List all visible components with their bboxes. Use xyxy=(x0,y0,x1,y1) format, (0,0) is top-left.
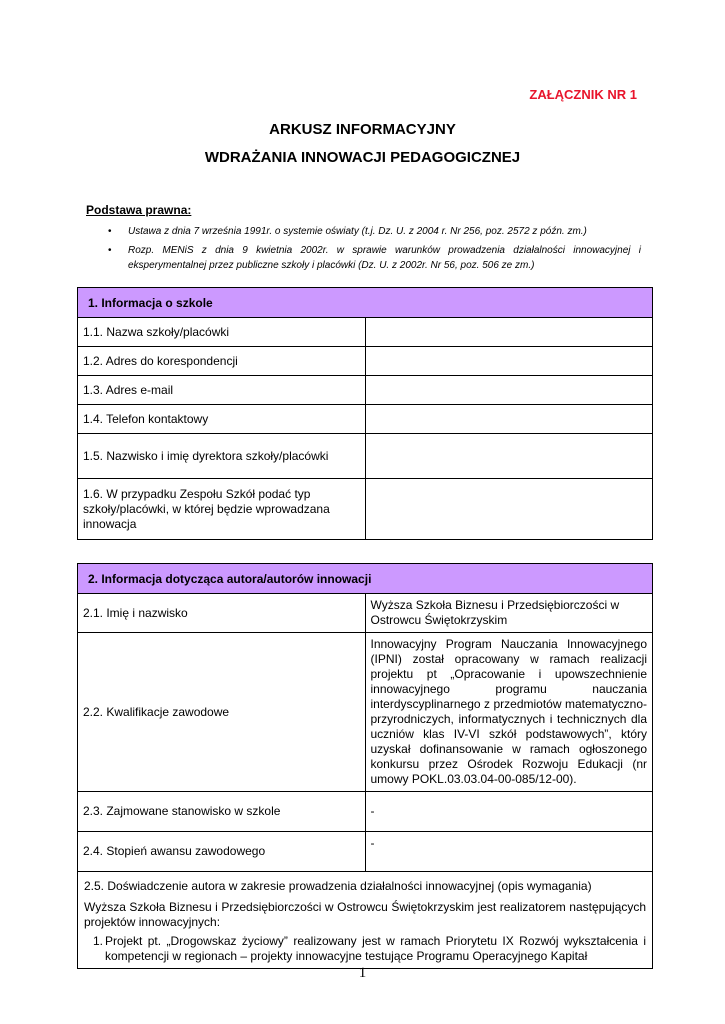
section-header: 2. Informacja dotycząca autora/autorów innowacji xyxy=(78,564,653,594)
field-label: 1.6. W przypadku Zespołu Szkół podać typ szkoły/placówki, w której będzie wprowadzana innowacja xyxy=(78,479,366,540)
list-number: 1. xyxy=(93,934,104,948)
email-field[interactable] xyxy=(365,376,653,405)
legal-basis-item xyxy=(108,243,641,273)
field-label: 1.5. Nazwisko i imię dyrektora szkoły/placówki xyxy=(78,434,366,479)
experience-heading: 2.5. Doświadczenie autora w zakresie prowadzenia działalności innowacyjnej (opis wymagania) xyxy=(84,879,592,893)
project-text: Projekt pt. „Drogowskaz życiowy” realizowany jest w ramach Priorytetu IX Rozwój wykształcenia i kompetencji w regionach – projekty innowacyjne testujące Programu Operacyjnego Kapitał xyxy=(105,934,646,963)
project-list xyxy=(84,934,646,964)
experience-cell[interactable] xyxy=(78,872,653,969)
school-info-table xyxy=(77,287,653,540)
promotion-level-field[interactable]: - xyxy=(365,832,653,872)
school-name-field[interactable] xyxy=(365,318,653,347)
field-label: 1.3. Adres e-mail xyxy=(78,376,366,405)
phone-field[interactable] xyxy=(365,405,653,434)
legal-basis-text: Ustawa z dnia 7 września 1991r. o systemie oświaty (t.j. Dz. U. z 2004 r. Nr 256, poz. 2572 z późn. zm.) xyxy=(128,226,587,237)
director-name-field[interactable] xyxy=(365,434,653,479)
annex-label: ZAŁĄCZNIK NR 1 xyxy=(529,87,637,102)
bullet-icon: • xyxy=(108,245,112,256)
legal-basis-list xyxy=(108,224,641,277)
address-field[interactable] xyxy=(365,347,653,376)
experience-intro: Wyższa Szkoła Biznesu i Przedsiębiorczości w Ostrowcu Świętokrzyskim jest realizatorem następujących projektów innowacyjnych: xyxy=(84,900,646,929)
school-type-field[interactable] xyxy=(365,479,653,540)
legal-basis-heading: Podstawa prawna: xyxy=(86,203,192,217)
author-name-field[interactable]: Wyższa Szkoła Biznesu i Przedsiębiorczości w Ostrowcu Świętokrzyskim xyxy=(365,594,653,633)
field-label: 1.4. Telefon kontaktowy xyxy=(78,405,366,434)
page-number: 1 xyxy=(358,965,367,981)
author-info-table xyxy=(77,563,653,969)
document-title: ARKUSZ INFORMACYJNY xyxy=(269,121,456,138)
field-label: 1.2. Adres do korespondencji xyxy=(78,347,366,376)
field-label: 1.1. Nazwa szkoły/placówki xyxy=(78,318,366,347)
qualifications-field[interactable]: Innowacyjny Program Nauczania Innowacyjnego (IPNI) został opracowany w ramach realizacji projektu pt „Opracowanie i upowszechnienie innowacyjnego programu nauczania interdyscyplinarnego z przedmiotów matematyczno-przyrodniczych, informatycznych i technicznych dla uczniów klas IV-VI szkół podstawowych”, który uzyskał dofinansowanie w ramach ogłoszonego konkursu przez Ośrodek Rozwoju Edukacji (nr umowy POKL.03.03.04-00-085/12-00). xyxy=(365,633,653,792)
position-field[interactable]: - xyxy=(365,792,653,832)
section-header: 1. Informacja o szkole xyxy=(78,288,653,318)
document-subtitle: WDRAŻANIA INNOWACJI PEDAGOGICZNEJ xyxy=(204,149,521,166)
field-label: 2.4. Stopień awansu zawodowego xyxy=(78,832,366,872)
list-item xyxy=(84,934,646,964)
field-label: 2.3. Zajmowane stanowisko w szkole xyxy=(78,792,366,832)
legal-basis-text: Rozp. MENiS z dnia 9 kwietnia 2002r. w sprawie warunków prowadzenia działalności innowacyjnej i eksperymentalnej przez publiczne szkoły i placówki (Dz. U. z 2002r. Nr 56, poz. 506 ze zm.) xyxy=(128,245,641,271)
legal-basis-item xyxy=(108,224,641,239)
bullet-icon: • xyxy=(108,226,112,237)
field-label: 2.2. Kwalifikacje zawodowe xyxy=(78,633,366,792)
field-label: 2.1. Imię i nazwisko xyxy=(78,594,366,633)
